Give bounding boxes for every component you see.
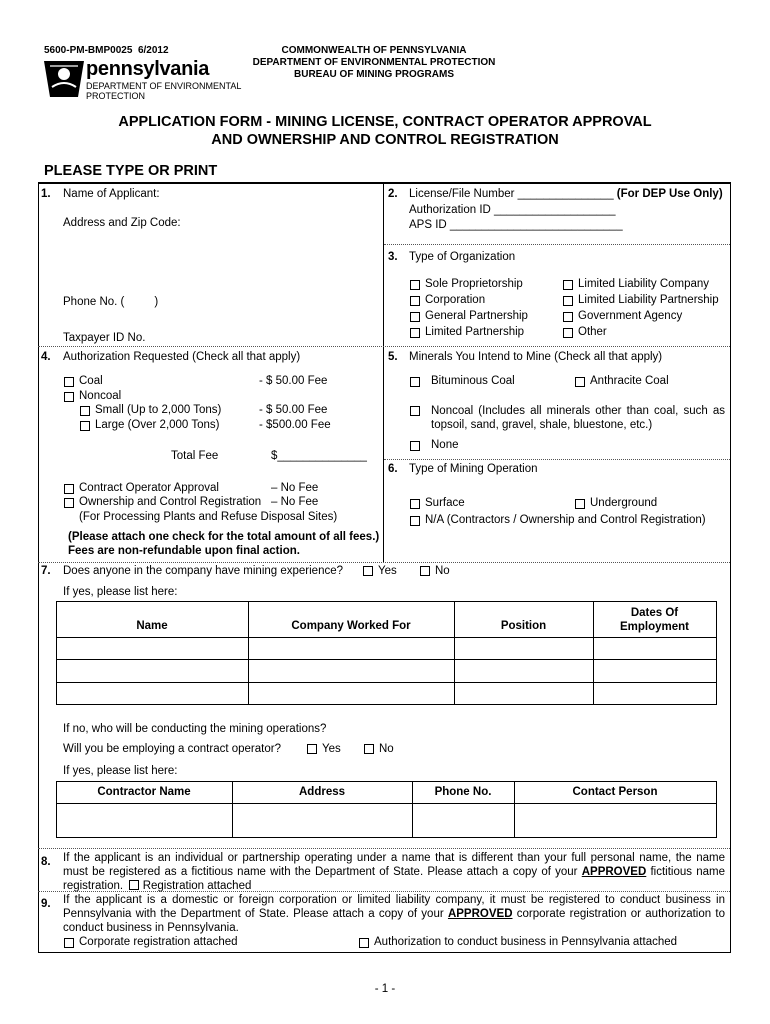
pennsylvania-keystone-logo bbox=[40, 57, 88, 99]
small-noncoal-label: Small (Up to 2,000 Tons) bbox=[95, 404, 222, 416]
coal-checkbox[interactable] bbox=[64, 377, 74, 387]
left-border bbox=[38, 182, 39, 952]
general-partnership-checkbox[interactable] bbox=[410, 312, 420, 322]
noncoal-label: Noncoal bbox=[79, 390, 122, 402]
con-header-name: Contractor Name bbox=[97, 786, 191, 798]
other-org-checkbox[interactable] bbox=[563, 328, 573, 338]
llc-label: Limited Liability Company bbox=[578, 278, 710, 290]
ownership-control-label: Ownership and Control Registration bbox=[79, 496, 262, 508]
type-or-print-instruction: PLEASE TYPE OR PRINT bbox=[44, 163, 218, 179]
na-operation-checkbox[interactable] bbox=[410, 516, 420, 526]
sole-proprietorship-label: Sole Proprietorship bbox=[425, 278, 523, 290]
section-9-number: 9. bbox=[41, 898, 51, 910]
llc-checkbox[interactable] bbox=[563, 280, 573, 290]
section-8-number: 8. bbox=[41, 856, 51, 868]
organization-type-label: Type of Organization bbox=[409, 251, 516, 263]
agency-block: COMMONWEALTH OF PENNSYLVANIA DEPARTMENT OF ENVIRONMENTAL PROTECTION BUREAU OF MINING PROGRAMS bbox=[252, 45, 496, 80]
page-number: - 1 - bbox=[374, 983, 396, 995]
taxpayer-id-label: Taxpayer ID No. bbox=[63, 332, 146, 344]
total-fee-blank[interactable]: $______________ bbox=[271, 450, 367, 462]
contract-operator-label: Contract Operator Approval bbox=[79, 482, 219, 494]
anthracite-checkbox[interactable] bbox=[575, 377, 585, 387]
top-rule bbox=[38, 182, 731, 184]
section-7-number: 7. bbox=[41, 565, 51, 577]
logo-wordmark: pennsylvania bbox=[86, 58, 210, 80]
none-mineral-checkbox[interactable] bbox=[410, 441, 420, 451]
large-noncoal-label: Large (Over 2,000 Tons) bbox=[95, 419, 220, 431]
llp-label: Limited Liability Partnership bbox=[578, 294, 719, 306]
large-noncoal-fee: - $500.00 Fee bbox=[259, 419, 331, 431]
experience-list-label: If yes, please list here: bbox=[63, 586, 178, 598]
limited-partnership-label: Limited Partnership bbox=[425, 326, 525, 338]
divider-s7 bbox=[38, 562, 730, 563]
experience-no-label: No bbox=[435, 565, 450, 577]
section-6-number: 6. bbox=[388, 463, 398, 475]
authorization-requested-label: Authorization Requested (Check all that apply) bbox=[63, 351, 301, 363]
exp-header-name: Name bbox=[136, 620, 168, 632]
con-header-phone: Phone No. bbox=[434, 786, 492, 798]
limited-partnership-checkbox[interactable] bbox=[410, 328, 420, 338]
business-authorization-checkbox[interactable] bbox=[359, 938, 369, 948]
exp-header-company: Company Worked For bbox=[291, 620, 411, 632]
registration-attached-checkbox[interactable] bbox=[129, 880, 139, 890]
none-mineral-label: None bbox=[431, 439, 459, 451]
authorization-id-field: Authorization ID ___________________ bbox=[409, 204, 616, 216]
corporate-registration-checkbox[interactable] bbox=[64, 938, 74, 948]
mining-experience-question: Does anyone in the company have mining experience? bbox=[63, 565, 344, 577]
fee-note: (Please attach one check for the total amount of all fees.) Fees are non-refundable upon final action. bbox=[68, 531, 380, 557]
surface-checkbox[interactable] bbox=[410, 499, 420, 509]
noncoal-mineral-checkbox[interactable] bbox=[410, 406, 420, 416]
underground-label: Underground bbox=[590, 497, 658, 509]
business-authorization-label: Authorization to conduct business in Pennsylvania attached bbox=[374, 936, 678, 948]
noncoal-mineral-label: Noncoal (Includes all minerals other than coal, such as topsoil, sand, gravel, shale, bluestone, etc.) bbox=[431, 405, 725, 431]
divider-s5-s6 bbox=[384, 459, 730, 460]
contractor-yes-checkbox[interactable] bbox=[307, 744, 317, 754]
contractor-list-label: If yes, please list here: bbox=[63, 765, 178, 777]
government-agency-checkbox[interactable] bbox=[563, 312, 573, 322]
contract-operator-fee: – No Fee bbox=[271, 482, 319, 494]
logo-department: DEPARTMENT OF ENVIRONMENTAL PROTECTION bbox=[86, 81, 242, 101]
right-border bbox=[730, 182, 731, 952]
small-noncoal-fee: - $ 50.00 Fee bbox=[259, 404, 328, 416]
column-divider bbox=[383, 182, 384, 562]
experience-yes-label: Yes bbox=[378, 565, 397, 577]
con-header-contact: Contact Person bbox=[572, 786, 658, 798]
corporation-checkbox[interactable] bbox=[410, 296, 420, 306]
con-header-address: Address bbox=[298, 786, 346, 798]
license-number-field: License/File Number _______________ (For DEP Use Only) bbox=[409, 188, 723, 200]
section-3-number: 3. bbox=[388, 251, 398, 263]
bottom-rule bbox=[38, 952, 731, 953]
contractor-yes-label: Yes bbox=[322, 743, 341, 755]
applicant-name-label: Name of Applicant: bbox=[63, 188, 160, 200]
underground-checkbox[interactable] bbox=[575, 499, 585, 509]
experience-yes-checkbox[interactable] bbox=[363, 566, 373, 576]
contract-operator-question: Will you be employing a contract operator? bbox=[63, 743, 281, 755]
section-2-number: 2. bbox=[388, 188, 398, 200]
contract-operator-checkbox[interactable] bbox=[64, 484, 74, 494]
bituminous-label: Bituminous Coal bbox=[431, 375, 515, 387]
section-1-number: 1. bbox=[41, 188, 51, 200]
contractor-no-checkbox[interactable] bbox=[364, 744, 374, 754]
bituminous-checkbox[interactable] bbox=[410, 377, 420, 387]
exp-header-dates: Dates Of Employment bbox=[619, 607, 689, 633]
surface-label: Surface bbox=[425, 497, 465, 509]
large-noncoal-checkbox[interactable] bbox=[80, 421, 90, 431]
phone-label: Phone No. ( ) bbox=[63, 296, 159, 308]
form-code: 5600-PM-BMP0025 6/2012 bbox=[44, 45, 169, 56]
ownership-control-fee: – No Fee bbox=[271, 496, 319, 508]
na-operation-label: N/A (Contractors / Ownership and Control Registration) bbox=[425, 514, 706, 526]
government-agency-label: Government Agency bbox=[578, 310, 683, 322]
ownership-control-checkbox[interactable] bbox=[64, 498, 74, 508]
divider-s1-s4 bbox=[38, 346, 730, 347]
noncoal-checkbox[interactable] bbox=[64, 392, 74, 402]
llp-checkbox[interactable] bbox=[563, 296, 573, 306]
sole-proprietorship-checkbox[interactable] bbox=[410, 280, 420, 290]
divider-s8 bbox=[38, 848, 730, 849]
section-5-number: 5. bbox=[388, 351, 398, 363]
small-noncoal-checkbox[interactable] bbox=[80, 406, 90, 416]
corporation-label: Corporation bbox=[425, 294, 486, 306]
if-no-operator-question: If no, who will be conducting the mining operations? bbox=[63, 723, 327, 735]
anthracite-label: Anthracite Coal bbox=[590, 375, 669, 387]
general-partnership-label: General Partnership bbox=[425, 310, 528, 322]
processing-plants-note: (For Processing Plants and Refuse Disposal Sites) bbox=[79, 511, 338, 523]
fictitious-name-paragraph: If the applicant is an individual or partnership operating under a name that is different than your full personal name, the name must be registered as a fictitious name with the Department of State. Please attach a copy of your APPROVED fictitious name registration. Registration attached bbox=[63, 852, 726, 892]
experience-no-checkbox[interactable] bbox=[420, 566, 430, 576]
other-org-label: Other bbox=[578, 326, 607, 338]
registration-attached-label: Registration attached bbox=[142, 880, 252, 892]
form-title: APPLICATION FORM - MINING LICENSE, CONTRACT OPERATOR APPROVAL AND OWNERSHIP AND CONTROL REGISTRATION bbox=[118, 114, 652, 148]
aps-id-field: APS ID ___________________________ bbox=[409, 219, 623, 231]
divider-s2-s3 bbox=[384, 244, 730, 245]
corporate-registration-paragraph: If the applicant is a domestic or foreign corporation or limited liability company, it must be registered to conduct business in Pennsylvania with the Department of State. Please attach a copy of your APPROVED corporate registration or authorization to conduct business in Pennsylvania. bbox=[63, 894, 725, 934]
minerals-label: Minerals You Intend to Mine (Check all that apply) bbox=[409, 351, 663, 363]
section-4-number: 4. bbox=[41, 351, 51, 363]
contractor-no-label: No bbox=[379, 743, 394, 755]
exp-header-position: Position bbox=[500, 620, 547, 632]
coal-label: Coal bbox=[79, 375, 103, 387]
total-fee-label: Total Fee bbox=[171, 450, 219, 462]
corporate-registration-label: Corporate registration attached bbox=[79, 936, 238, 948]
mining-operation-label: Type of Mining Operation bbox=[409, 463, 538, 475]
coal-fee: - $ 50.00 Fee bbox=[259, 375, 328, 387]
address-label: Address and Zip Code: bbox=[63, 217, 181, 229]
